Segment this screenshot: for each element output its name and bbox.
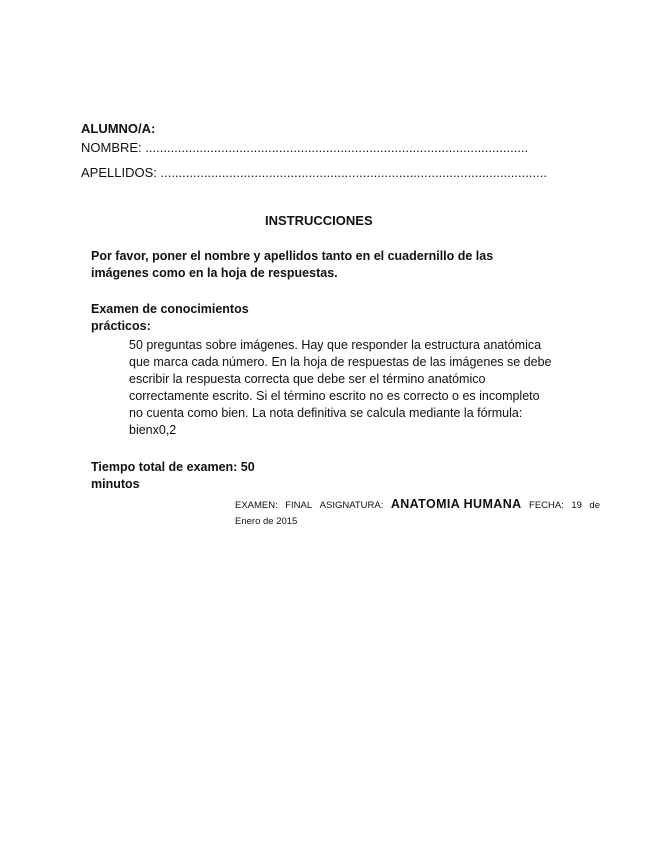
exam-description-line: bienx0,2	[129, 423, 177, 437]
examen-label: EXAMEN:	[235, 500, 278, 511]
asignatura-label: ASIGNATURA:	[319, 500, 384, 511]
apellidos-field-line: APELLIDOS: ...........................................................................................................	[81, 165, 547, 180]
exam-description-line: 50 preguntas sobre imágenes. Hay que responder la estructura anatómica	[129, 338, 542, 352]
exam-description-line: escribir la respuesta correcta que debe ser el término anatómico	[129, 372, 486, 386]
name-instruction-paragraph	[91, 248, 531, 282]
examen-value: FINAL	[285, 500, 313, 511]
fecha-rest: Enero de 2015	[235, 516, 298, 527]
total-time-block	[91, 459, 255, 493]
name-instruction-line: Por favor, poner el nombre y apellidos tanto en el cuadernillo de las	[91, 249, 494, 263]
exam-description-line: que marca cada número. En la hoja de respuestas de las imágenes se debe	[129, 355, 552, 369]
exam-description-paragraph	[129, 337, 569, 439]
exam-type-line: prácticos:	[91, 319, 151, 333]
total-time-line: Tiempo total de examen: 50	[91, 460, 255, 474]
exam-type-line: Examen de conocimientos	[91, 302, 249, 316]
fecha-day: 19	[571, 500, 582, 511]
total-time-line: minutos	[91, 477, 140, 491]
exam-description-line: correctamente escrito. Si el término escrito no es correcto o es incompleto	[129, 389, 540, 403]
asignatura-value: ANATOMIA HUMANA	[390, 497, 522, 511]
fecha-label: FECHA:	[529, 500, 564, 511]
exam-info-line	[235, 496, 600, 514]
nombre-field-line: NOMBRE: ..........................................................................................................	[81, 140, 529, 155]
exam-description-line: no cuenta como bien. La nota definitiva se calcula mediante la fórmula:	[129, 406, 523, 420]
instructions-heading: INSTRUCCIONES	[265, 213, 373, 228]
student-heading: ALUMNO/A:	[81, 121, 156, 136]
fecha-de: de	[589, 500, 600, 511]
name-instruction-line: imágenes como en la hoja de respuestas.	[91, 266, 338, 280]
exam-info-block	[235, 496, 600, 530]
exam-type-heading	[91, 301, 249, 335]
